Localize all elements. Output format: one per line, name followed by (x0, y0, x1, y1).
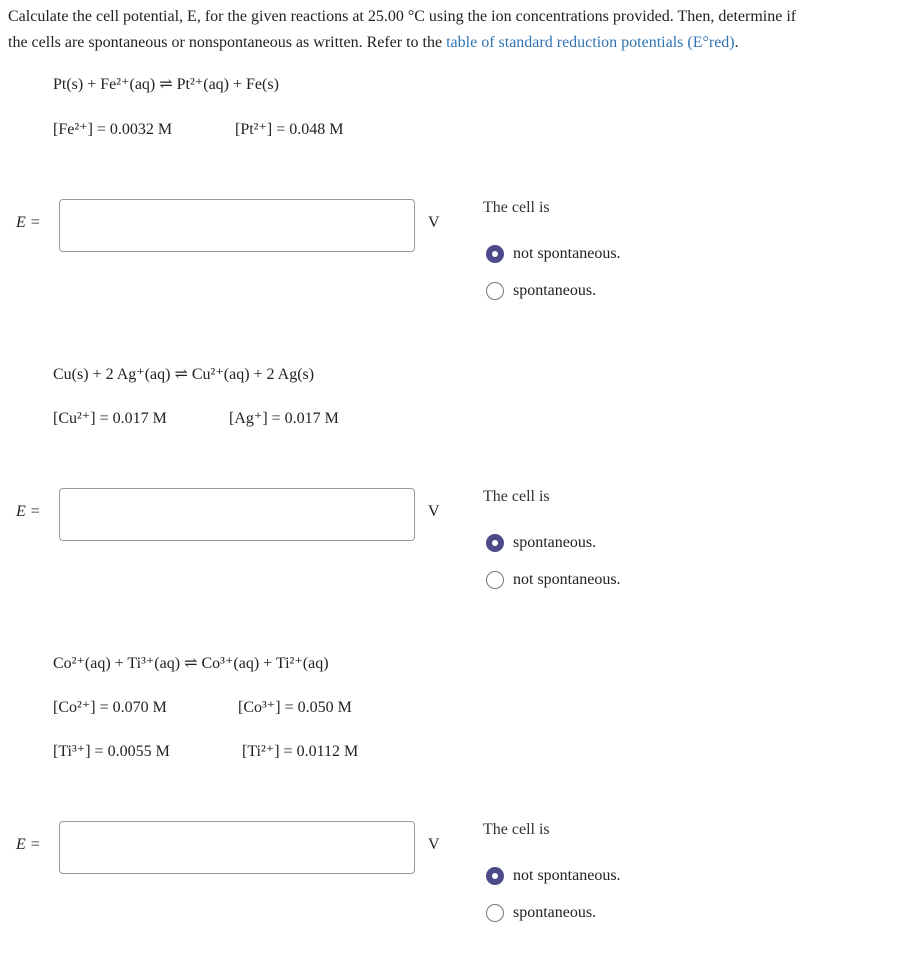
reduction-potentials-link[interactable]: table of standard reduction potentials (E°red) (446, 34, 735, 51)
unit-volts-1: V (428, 214, 440, 231)
radio-label: not spontaneous. (513, 571, 621, 588)
e-label-1: E = (16, 214, 41, 231)
radio-label: spontaneous. (513, 904, 597, 921)
radio-label: spontaneous. (513, 282, 597, 299)
reaction-3: Co²⁺(aq) + Ti³⁺(aq) ⇌ Co³⁺(aq) + Ti²⁺(aq) (53, 655, 329, 672)
radio-option-3b[interactable] (486, 904, 596, 922)
instructions-period: . (734, 34, 739, 51)
radio-button[interactable] (486, 904, 504, 922)
radio-button[interactable] (486, 867, 504, 885)
cell-potential-input-2[interactable] (59, 488, 415, 541)
radio-button[interactable] (486, 571, 504, 589)
concentration-co3: [Co³⁺] = 0.050 M (238, 699, 352, 716)
instructions-line-2-text: the cells are spontaneous or nonspontaneous as written. Refer to the (8, 34, 443, 51)
reaction-1: Pt(s) + Fe²⁺(aq) ⇌ Pt²⁺(aq) + Fe(s) (53, 76, 279, 93)
concentration-ti2: [Ti²⁺] = 0.0112 M (242, 743, 359, 760)
instructions-line-2 (8, 30, 913, 56)
unit-volts-3: V (428, 836, 440, 853)
concentration-fe: [Fe²⁺] = 0.0032 M (53, 121, 173, 138)
concentration-ti3: [Ti³⁺] = 0.0055 M (53, 743, 170, 760)
cell-is-label-3: The cell is (483, 821, 550, 838)
cell-is-label-2: The cell is (483, 488, 550, 505)
reaction-2: Cu(s) + 2 Ag⁺(aq) ⇌ Cu²⁺(aq) + 2 Ag(s) (53, 366, 315, 383)
radio-label: not spontaneous. (513, 867, 621, 884)
cell-potential-input-1[interactable] (59, 199, 415, 252)
radio-option-1b[interactable] (486, 282, 596, 300)
radio-option-2a[interactable] (486, 534, 596, 552)
e-label-3: E = (16, 836, 41, 853)
radio-label: not spontaneous. (513, 245, 621, 262)
radio-button[interactable] (486, 282, 504, 300)
radio-button[interactable] (486, 245, 504, 263)
concentration-co2: [Co²⁺] = 0.070 M (53, 699, 167, 716)
radio-label: spontaneous. (513, 534, 597, 551)
instructions-line-1: Calculate the cell potential, E, for the given reactions at 25.00 °C using the ion concentrations provided. Then, determine if (8, 8, 797, 25)
e-label-2: E = (16, 503, 41, 520)
radio-option-1a[interactable] (486, 245, 621, 263)
unit-volts-2: V (428, 503, 440, 520)
radio-option-3a[interactable] (486, 867, 621, 885)
radio-option-2b[interactable] (486, 571, 621, 589)
concentration-cu: [Cu²⁺] = 0.017 M (53, 410, 167, 427)
concentration-ag: [Ag⁺] = 0.017 M (229, 410, 339, 427)
instructions (8, 4, 913, 56)
cell-potential-input-3[interactable] (59, 821, 415, 874)
radio-button[interactable] (486, 534, 504, 552)
concentration-pt: [Pt²⁺] = 0.048 M (235, 121, 344, 138)
cell-is-label-1: The cell is (483, 199, 550, 216)
